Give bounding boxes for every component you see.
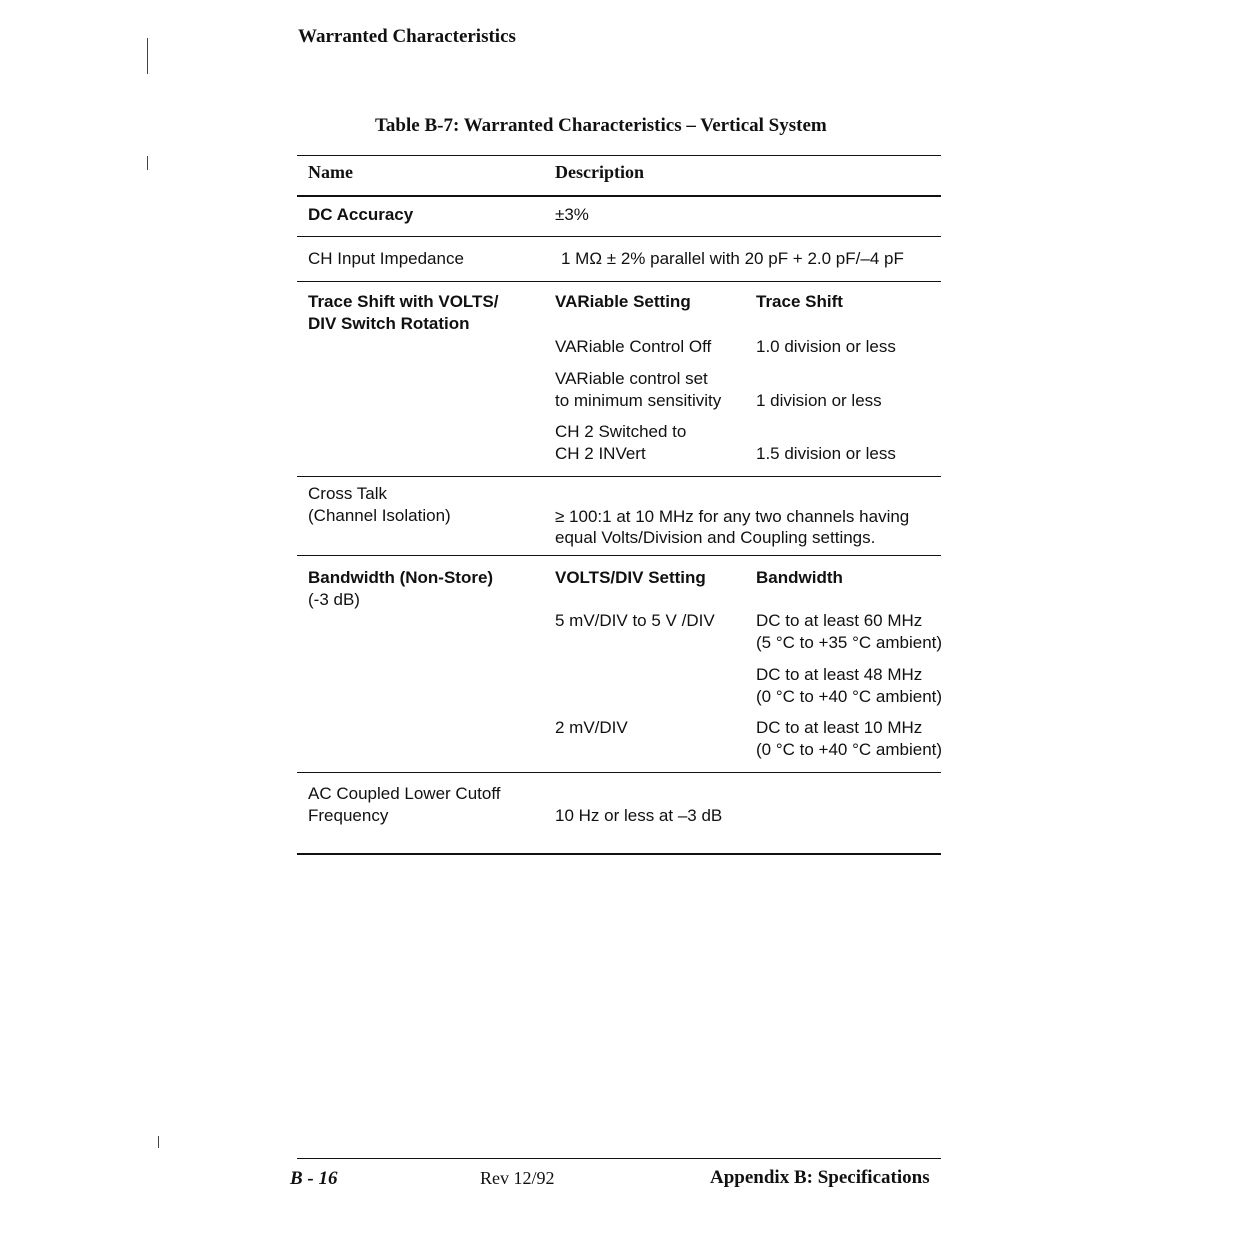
row-name-dc-accuracy: DC Accuracy: [308, 205, 414, 224]
row-name-cross-talk-line1: Cross Talk: [308, 484, 388, 503]
bandwidth-setting: 5 mV/DIV to 5 V /DIV: [555, 611, 715, 630]
subheader-bandwidth: Bandwidth: [756, 568, 843, 587]
column-header-name: Name: [308, 162, 353, 182]
row-name-trace-shift-line2: DIV Switch Rotation: [308, 314, 470, 333]
trace-shift-value: 1.0 division or less: [756, 337, 896, 356]
bandwidth-setting: 2 mV/DIV: [555, 718, 628, 737]
row-name-bandwidth-line1: Bandwidth (Non-Store): [308, 568, 494, 587]
row-name-trace-shift-line1: Trace Shift with VOLTS/: [308, 292, 499, 311]
bandwidth-value: DC to at least 60 MHz: [756, 611, 923, 630]
row-value-ac-cutoff: 10 Hz or less at –3 dB: [555, 806, 723, 825]
row-value-dc-accuracy: ±3%: [555, 205, 589, 224]
running-header: Warranted Characteristics: [298, 26, 516, 47]
row-value-ch-input-impedance: 1 MΩ ± 2% parallel with 20 pF + 2.0 pF/–4 pF: [561, 249, 904, 268]
table-rule: [297, 476, 941, 477]
trace-setting: to minimum sensitivity: [555, 391, 722, 410]
trace-setting: VARiable control set: [555, 369, 708, 388]
row-name-ac-cutoff-line1: AC Coupled Lower Cutoff: [308, 784, 501, 803]
row-value-cross-talk-line1: ≥ 100:1 at 10 MHz for any two channels having: [555, 507, 910, 526]
revision-label: Rev 12/92: [480, 1168, 555, 1188]
row-name-cross-talk-line2: (Channel Isolation): [308, 506, 451, 525]
trace-shift-value: 1.5 division or less: [756, 444, 896, 463]
bandwidth-value: (0 °C to +40 °C ambient): [756, 740, 943, 759]
subheader-trace-shift: Trace Shift: [756, 292, 843, 311]
trace-shift-value: 1 division or less: [756, 391, 882, 410]
bandwidth-value: (0 °C to +40 °C ambient): [756, 687, 943, 706]
bandwidth-value: DC to at least 48 MHz: [756, 665, 923, 684]
trace-setting: VARiable Control Off: [555, 337, 712, 356]
column-header-description: Description: [555, 162, 644, 182]
bandwidth-value: DC to at least 10 MHz: [756, 718, 923, 737]
row-value-cross-talk-line2: equal Volts/Division and Coupling settings.: [555, 528, 876, 547]
table-rule-top: [297, 155, 941, 156]
margin-mark: [147, 156, 148, 170]
subheader-variable-setting: VARiable Setting: [555, 292, 691, 311]
section-label: Appendix B: Specifications: [710, 1167, 930, 1188]
row-name-ch-input-impedance: CH Input Impedance: [308, 249, 464, 268]
table-rule-header: [297, 195, 941, 197]
bandwidth-value: (5 °C to +35 °C ambient): [756, 633, 943, 652]
margin-mark: [147, 38, 148, 74]
trace-setting: CH 2 INVert: [555, 444, 646, 463]
row-name-ac-cutoff-line2: Frequency: [308, 806, 389, 825]
table-rule: [297, 772, 941, 773]
table-rule: [297, 236, 941, 237]
page-number: B - 16: [290, 1168, 338, 1189]
table-rule: [297, 281, 941, 282]
table-rule-bottom: [297, 853, 941, 855]
trace-setting: CH 2 Switched to: [555, 422, 687, 441]
margin-mark: [158, 1136, 159, 1148]
footer-rule: [297, 1158, 941, 1159]
table-title: Table B-7: Warranted Characteristics – Vertical System: [375, 115, 827, 136]
table-rule: [297, 555, 941, 556]
subheader-volts-div-setting: VOLTS/DIV Setting: [555, 568, 706, 587]
row-name-bandwidth-line2: (-3 dB): [308, 590, 360, 609]
